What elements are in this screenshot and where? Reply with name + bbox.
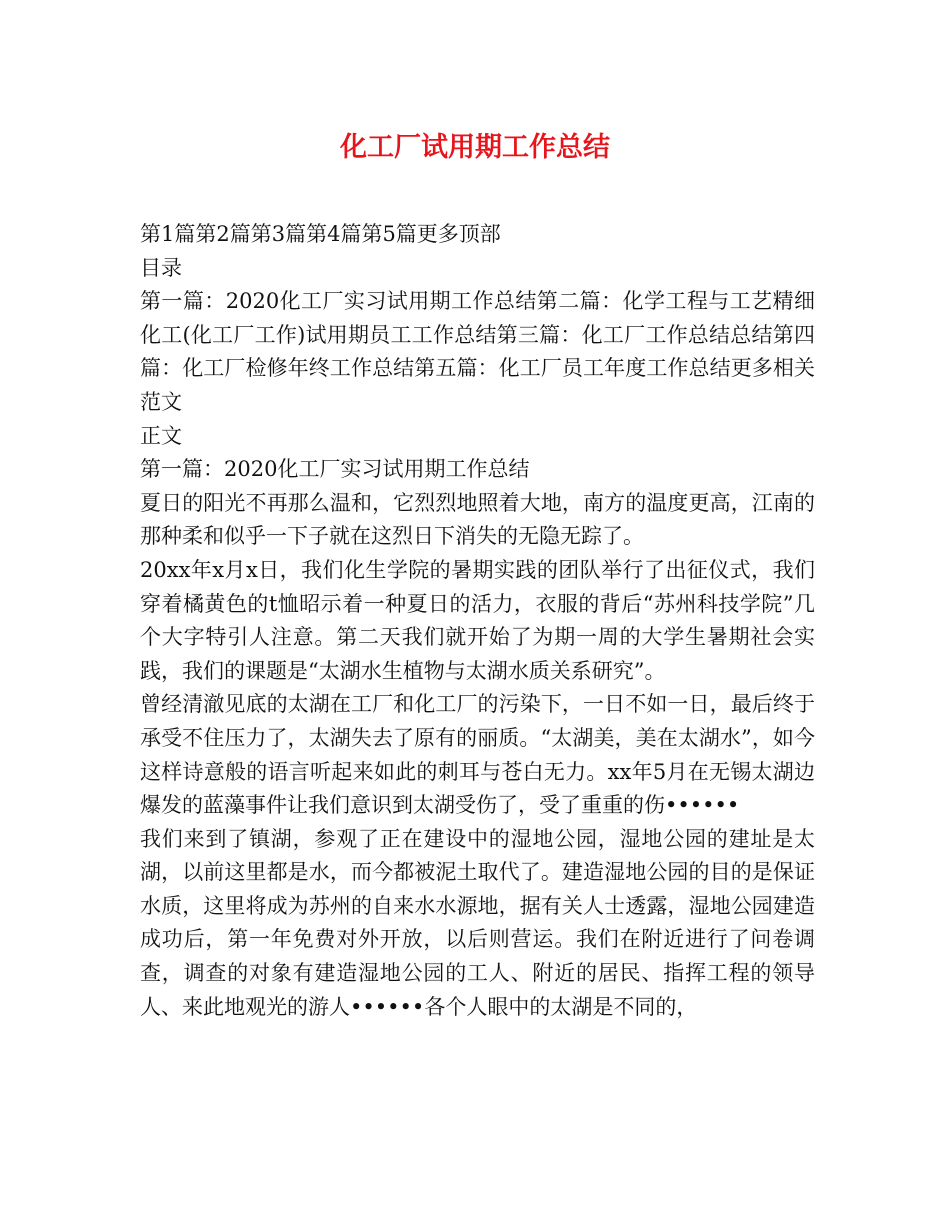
body-paragraph: 曾经清澈见底的太湖在工厂和化工厂的污染下，一日不如一日，最后终于承受不住压力了，太湖失去了原有的丽质。“太湖美，美在太湖水”，如今这样诗意般的语言听起来如此的刺耳与苍白无力。xx年5月在无锡太湖边爆发的蓝藻事件让我们意识到太湖受伤了，受了重重的伤•••••• (140, 692, 815, 818)
body-paragraph: 我们来到了镇湖，参观了正在建设中的湿地公园，湿地公园的建址是太湖，以前这里都是水，而今都被泥土取代了。建造湿地公园的目的是保证水质，这里将成为苏州的自来水水源地，据有关人士透露，湿地公园建造成功后，第一年免费对外开放，以后则营运。我们在附近进行了问卷调查，调查的对象有建造湿地公园的工人、附近的居民、指挥工程的领导人、来此地观光的游人••••••各个人眼中的太湖是不同的， (140, 826, 815, 1019)
article-nav-links: 第1篇第2篇第3篇第4篇第5篇更多顶部 (140, 222, 501, 246)
body-paragraph: 夏日的阳光不再那么温和，它烈烈地照着大地，南方的温度更高，江南的那种柔和似乎一下子就在这烈日下消失的无隐无踪了。 (140, 490, 815, 549)
body-paragraph: 20xx年x月x日，我们化生学院的暑期实践的团队举行了出征仪式，我们穿着橘黄色的t恤昭示着一种夏日的活力，衣服的背后“苏州科技学院”几个大字特引人注意。第二天我们就开始了为期一周的大学生暑期社会实践，我们的课题是“太湖水生植物与太湖水质关系研究”。 (140, 557, 815, 683)
document-body (140, 218, 815, 1024)
document-title: 化工厂试用期工作总结 (340, 132, 610, 163)
main-text-heading: 正文 (140, 423, 182, 448)
toc-content: 第一篇：2020化工厂实习试用期工作总结第二篇：化学工程与工艺精细化工(化工厂工作)试用期员工工作总结第三篇：化工厂工作总结总结第四篇：化工厂检修年终工作总结第五篇：化工厂员工年度工作总结更多相关范文 (140, 289, 815, 414)
toc-heading: 目录 (140, 255, 182, 280)
section-heading: 第一篇：2020化工厂实习试用期工作总结 (140, 457, 530, 482)
